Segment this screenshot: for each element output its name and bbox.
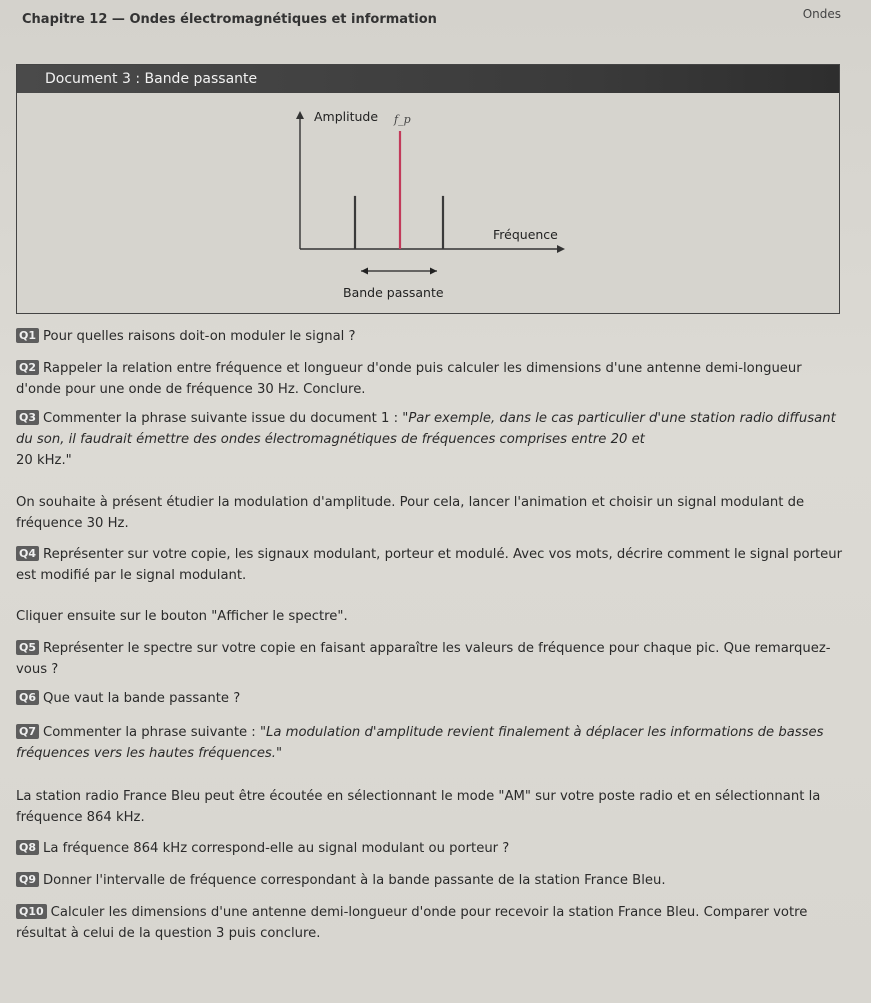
question-text: Calculer les dimensions d'une antenne demi-longueur d'onde pour recevoir la station France Bleu. Comparer votre résultat à celui de la question 3 puis conclure. — [16, 905, 808, 941]
question-q8 — [16, 838, 850, 859]
bandwidth-chart — [17, 93, 837, 311]
question-tag: Q3 — [16, 410, 39, 425]
chapter-tag: Ondes — [802, 7, 841, 21]
instruction-text: Cliquer ensuite sur le bouton "Afficher le spectre". — [16, 609, 348, 624]
question-q10 — [16, 902, 850, 944]
question-text: Pour quelles raisons doit-on moduler le signal ? — [43, 329, 356, 344]
question-tag: Q6 — [16, 690, 39, 705]
bandwidth-arrow-left-head — [361, 268, 368, 275]
question-tag: Q5 — [16, 640, 39, 655]
x-axis-arrow — [557, 245, 565, 253]
question-tag: Q10 — [16, 904, 47, 919]
question-q1 — [16, 326, 850, 347]
question-tag: Q8 — [16, 840, 39, 855]
question-q2 — [16, 358, 850, 400]
question-text: La fréquence 864 kHz correspond-elle au signal modulant ou porteur ? — [43, 841, 510, 856]
question-text: Représenter le spectre sur votre copie en faisant apparaître les valeurs de fréquence pour chaque pic. Que remarquez-vous ? — [16, 641, 831, 677]
question-text: Donner l'intervalle de fréquence correspondant à la bande passante de la station France Bleu. — [43, 873, 666, 888]
question-text: Commenter la phrase suivante : — [43, 725, 260, 740]
question-tag: Q1 — [16, 328, 39, 343]
instruction-text: On souhaite à présent étudier la modulation d'amplitude. Pour cela, lancer l'animation et choisir un signal modulant de fréquence 30 Hz. — [16, 495, 805, 531]
question-tag: Q2 — [16, 360, 39, 375]
instruction-spectrum — [16, 606, 850, 627]
instruction-france-bleu — [16, 786, 850, 828]
question-quote: "La modulation d'amplitude revient finalement à déplacer les informations de basses fréquences vers les hautes fréquences." — [16, 725, 824, 761]
question-text: Représenter sur votre copie, les signaux modulant, porteur et modulé. Avec vos mots, décrire comment le signal porteur est modifié par le signal modulant. — [16, 547, 843, 583]
question-q7 — [16, 722, 850, 764]
chapter-header: Chapitre 12 — Ondes électromagnétiques et information — [22, 12, 437, 27]
instruction-modulation — [16, 492, 850, 534]
y-axis-arrow — [296, 111, 304, 119]
question-tag: Q9 — [16, 872, 39, 887]
question-q5 — [16, 638, 850, 680]
question-q6 — [16, 688, 850, 709]
bandwidth-arrow-right-head — [430, 268, 437, 275]
bandwidth-label: Bande passante — [343, 285, 444, 300]
question-text: Rappeler la relation entre fréquence et longueur d'onde puis calculer les dimensions d'une antenne demi-longueur d'onde pour une onde de fréquence 30 Hz. Conclure. — [16, 361, 802, 397]
question-q4 — [16, 544, 850, 586]
question-q3 — [16, 408, 850, 471]
question-quote: "Par exemple, dans le cas particulier d'une station radio diffusant du son, il faudrait émettre des ondes électromagnétiques de fréquences comprises entre 20 et — [16, 411, 836, 447]
document-3-box — [16, 64, 840, 314]
question-text: Que vaut la bande passante ? — [43, 691, 241, 706]
y-axis-label: Amplitude — [314, 109, 379, 124]
question-text: Commenter la phrase suivante issue du document 1 : — [43, 411, 403, 426]
x-axis-label: Fréquence — [493, 227, 558, 242]
question-tag: Q7 — [16, 724, 39, 739]
question-q9 — [16, 870, 850, 891]
document-title: Document 3 : Bande passante — [17, 65, 839, 93]
question-tag: Q4 — [16, 546, 39, 561]
instruction-text: La station radio France Bleu peut être écoutée en sélectionnant le mode "AM" sur votre poste radio et en sélectionnant la fréquence 864 kHz. — [16, 789, 821, 825]
peak-label: f_p — [394, 113, 411, 126]
question-quote-end: 20 kHz." — [16, 453, 72, 468]
